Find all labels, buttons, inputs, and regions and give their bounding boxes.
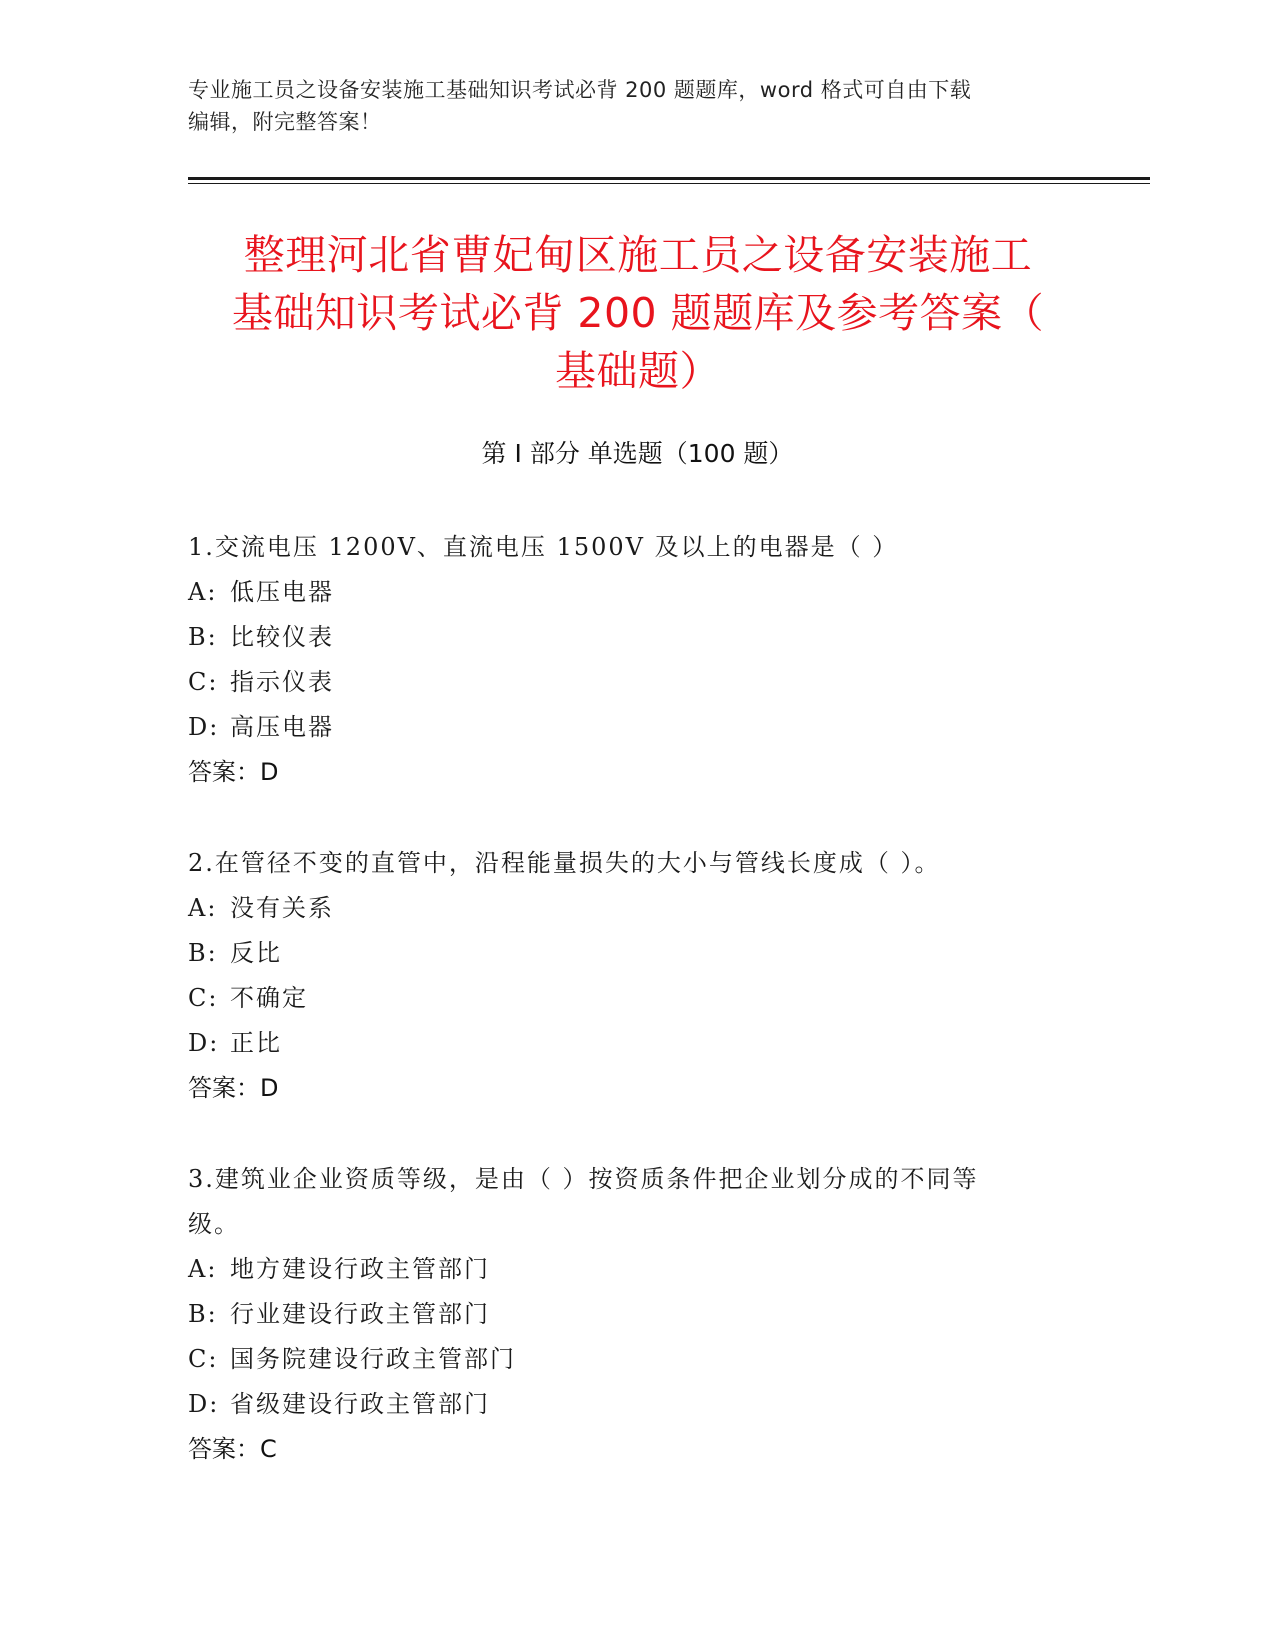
question-item: [188, 525, 1088, 795]
option-text: 省级建设行政主管部门: [230, 1390, 490, 1418]
option-key: C:: [188, 1345, 219, 1373]
header-divider-thin: [188, 183, 1150, 184]
option-text: 没有关系: [230, 894, 334, 922]
document-title-line: 整理河北省曹妃甸区施工员之设备安装施工: [243, 231, 1033, 279]
question-list: [188, 525, 1088, 1518]
option-text: 正比: [230, 1029, 282, 1057]
header-note-line: 编辑，附完整答案！: [188, 110, 382, 134]
question-stem: 3.建筑业企业资质等级，是由（ ）按资质条件把企业划分成的不同等: [188, 1165, 979, 1193]
section-heading: 第 I 部分 单选题（100 题）: [481, 439, 794, 468]
answer-option-d: [188, 1382, 1088, 1427]
document-title-line: 基础知识考试必背 200 题题库及参考答案（: [231, 289, 1045, 337]
option-text: 指示仪表: [230, 668, 334, 696]
option-key: A:: [188, 894, 218, 922]
option-key: C:: [188, 668, 219, 696]
option-key: D:: [188, 1029, 220, 1057]
answer-option-c: [188, 976, 1088, 1021]
question-stem: 1.交流电压 1200V、直流电压 1500V 及以上的电器是（ ）: [188, 533, 899, 561]
option-text: 国务院建设行政主管部门: [230, 1345, 516, 1373]
answer-option-a: [188, 1247, 1088, 1292]
option-key: B:: [188, 1300, 218, 1328]
answer-option-a: [188, 570, 1088, 615]
header-note: [188, 74, 1088, 138]
option-text: 高压电器: [230, 713, 334, 741]
answer-option-d: [188, 705, 1088, 750]
option-text: 不确定: [230, 984, 308, 1012]
option-text: 反比: [230, 939, 282, 967]
option-key: B:: [188, 623, 218, 651]
question-stem: 2.在管径不变的直管中，沿程能量损失的大小与管线长度成（ ）。: [188, 849, 941, 877]
answer-line: 答案：D: [188, 758, 279, 786]
question-stem-continuation: 级。: [188, 1210, 240, 1238]
option-key: B:: [188, 939, 218, 967]
answer-option-a: [188, 886, 1088, 931]
question-item: [188, 841, 1088, 1111]
option-key: D:: [188, 713, 220, 741]
document-title-line: 基础题）: [555, 347, 721, 395]
answer-option-c: [188, 660, 1088, 705]
option-text: 低压电器: [230, 578, 334, 606]
option-key: D:: [188, 1390, 220, 1418]
header-note-line: 专业施工员之设备安装施工基础知识考试必背 200 题题库，word 格式可自由下载: [188, 78, 972, 102]
answer-line: 答案：C: [188, 1435, 277, 1463]
option-key: A:: [188, 1255, 218, 1283]
answer-line: 答案：D: [188, 1074, 279, 1102]
answer-option-d: [188, 1021, 1088, 1066]
header-divider-thick: [188, 177, 1150, 180]
option-key: A:: [188, 578, 218, 606]
option-text: 地方建设行政主管部门: [230, 1255, 490, 1283]
answer-option-b: [188, 1292, 1088, 1337]
option-key: C:: [188, 984, 219, 1012]
answer-option-b: [188, 615, 1088, 660]
answer-option-b: [188, 931, 1088, 976]
question-item: [188, 1157, 1088, 1472]
option-text: 行业建设行政主管部门: [230, 1300, 490, 1328]
answer-option-c: [188, 1337, 1088, 1382]
document-title: [188, 226, 1088, 400]
option-text: 比较仪表: [230, 623, 334, 651]
